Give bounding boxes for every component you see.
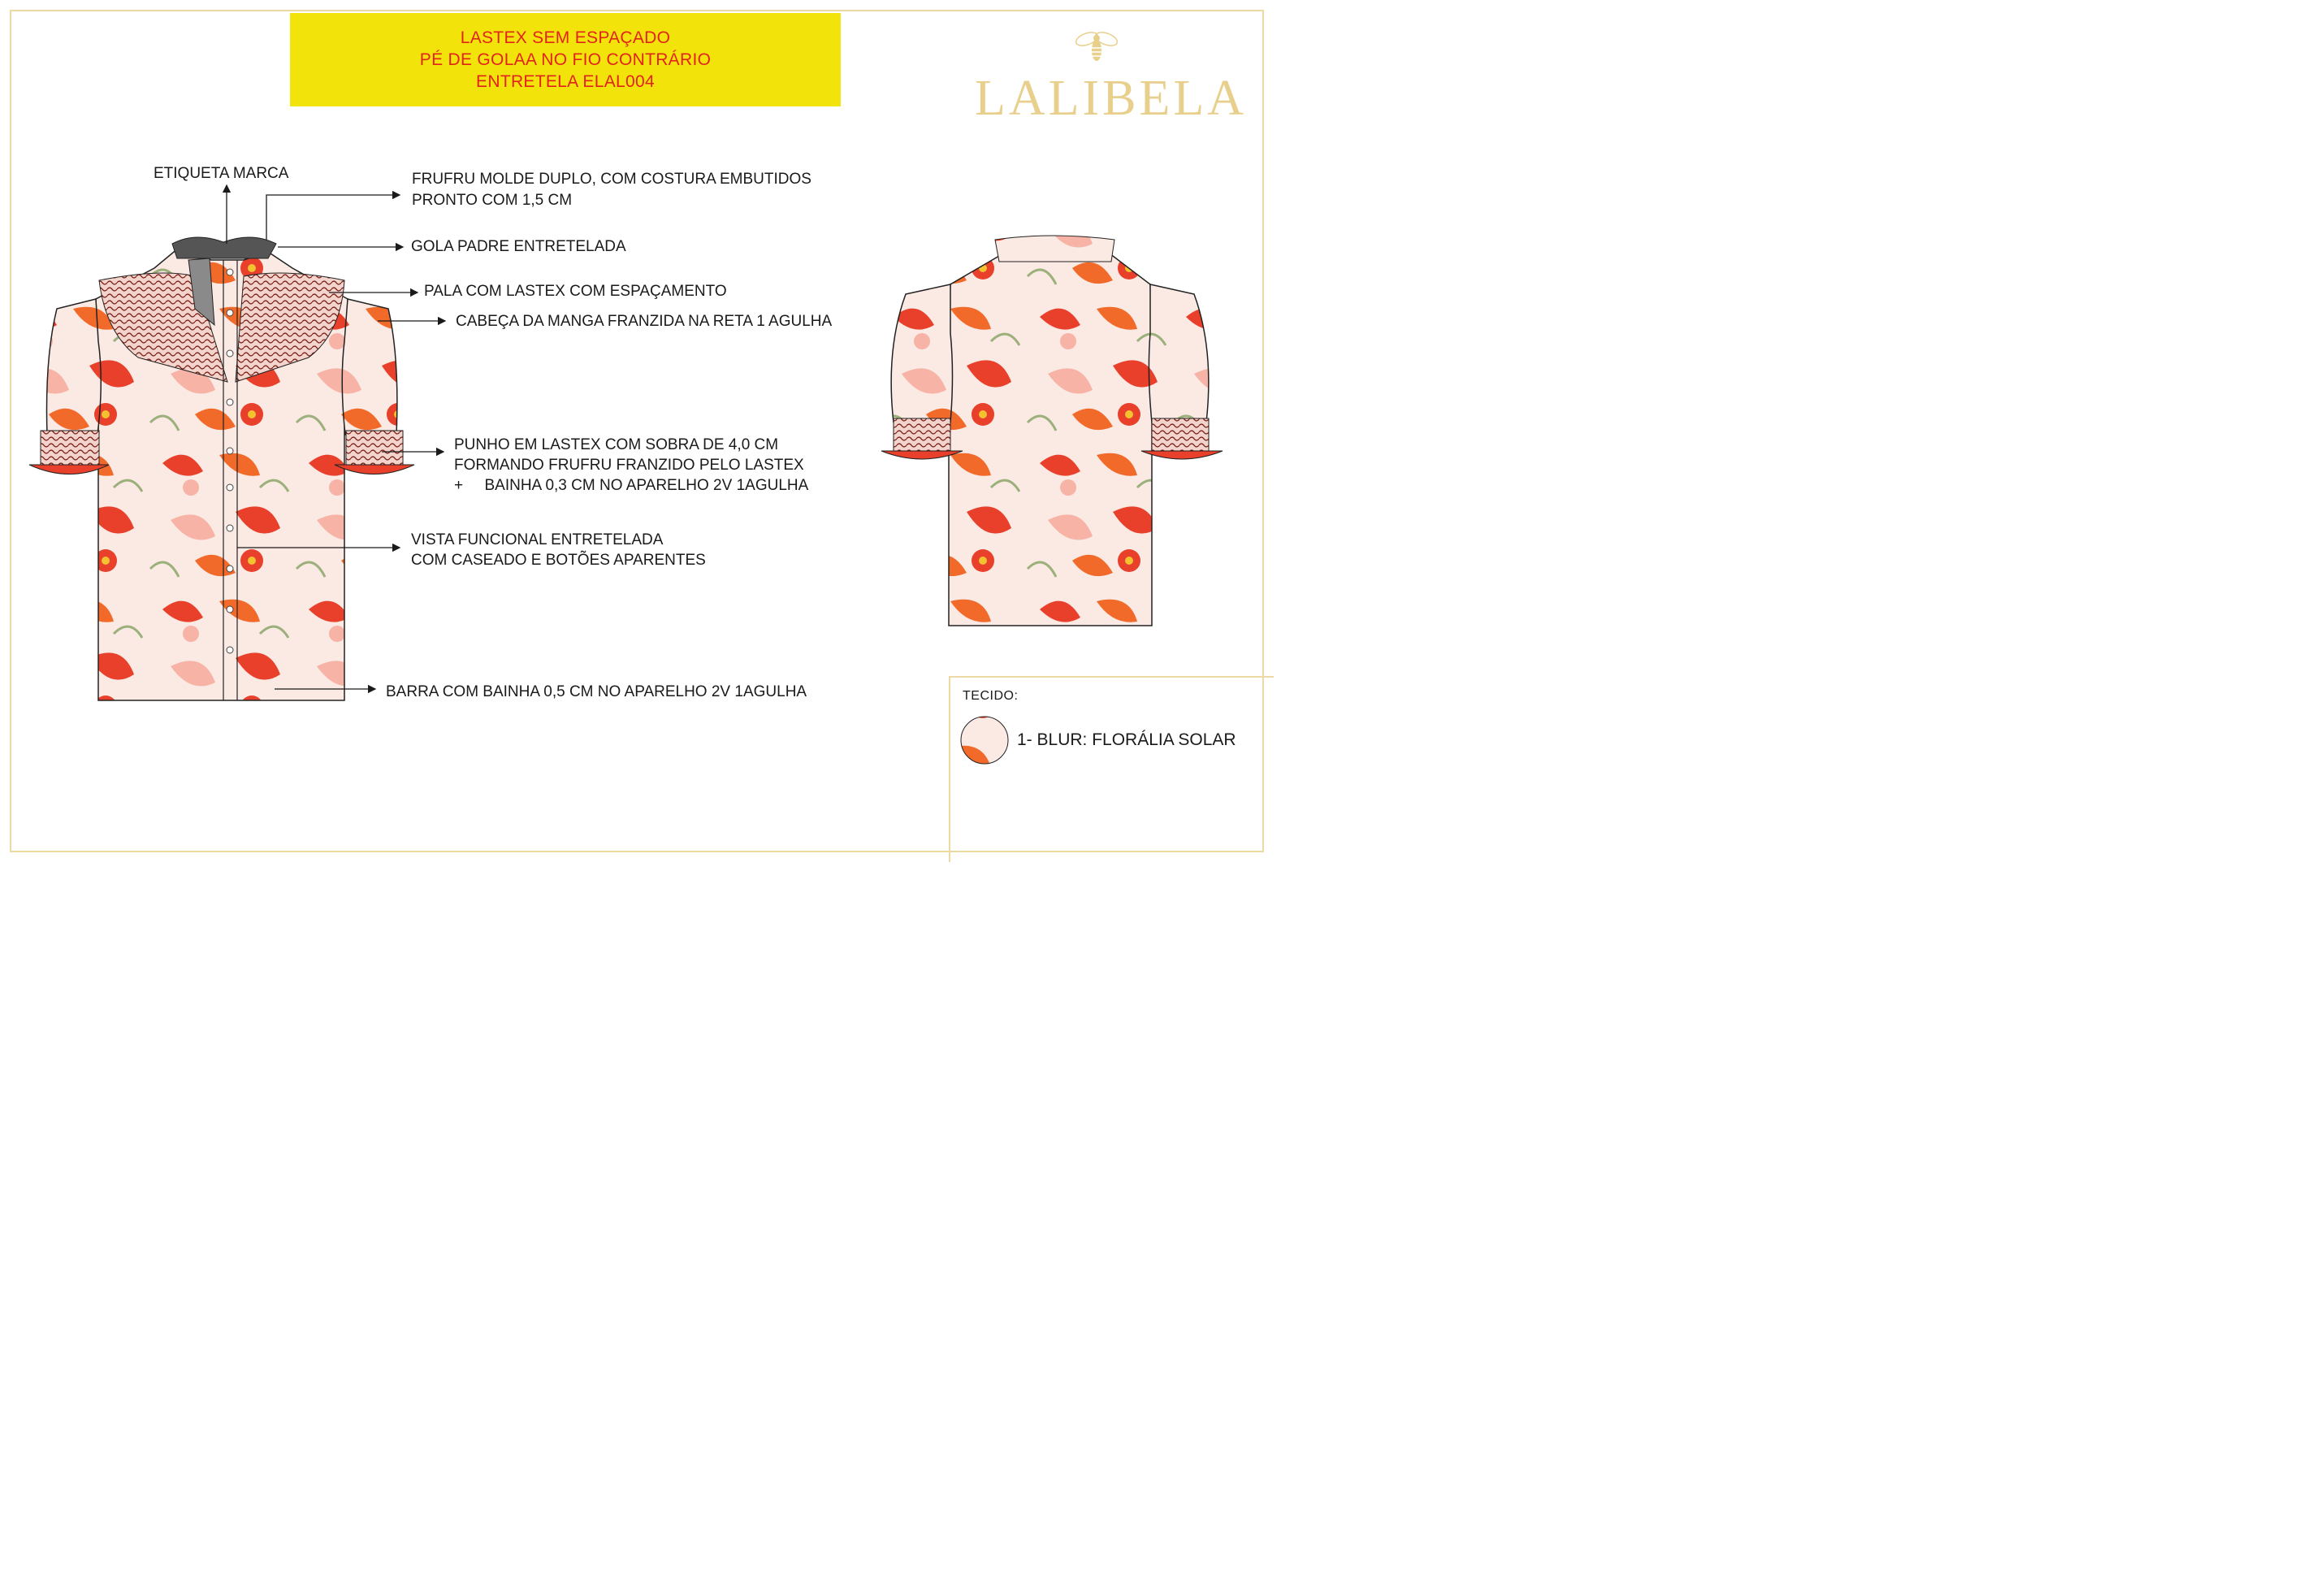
label-punho-2: FORMANDO FRUFRU FRANZIDO PELO LASTEX [454, 457, 804, 474]
fabric-title: TECIDO: [963, 689, 1019, 703]
banner-line-1: LASTEX SEM ESPAÇADO [460, 28, 671, 47]
label-punho-1: PUNHO EM LASTEX COM SOBRA DE 4,0 CM [454, 436, 779, 453]
label-barra: BARRA COM BAINHA 0,5 CM NO APARELHO 2V 1AGULHA [386, 683, 807, 700]
fabric-item: 1- BLUR: FLORÁLIA SOLAR [1017, 730, 1236, 749]
label-etiqueta: ETIQUETA MARCA [154, 165, 289, 182]
label-vista-1: VISTA FUNCIONAL ENTRETELADA [411, 531, 664, 548]
label-cabeca: CABEÇA DA MANGA FRANZIDA NA RETA 1 AGULHA [456, 313, 833, 330]
label-frufru-2: PRONTO COM 1,5 CM [412, 192, 573, 209]
label-punho-3: + BAINHA 0,3 CM NO APARELHO 2V 1AGULHA [454, 477, 809, 494]
shirt-front-view [29, 237, 414, 700]
banner-line-3: ENTRETELA ELAL004 [476, 72, 655, 91]
label-vista-2: COM CASEADO E BOTÕES APARENTES [411, 552, 706, 569]
label-pala: PALA COM LASTEX COM ESPAÇAMENTO [424, 283, 727, 300]
label-gola: GOLA PADRE ENTRETELADA [411, 238, 626, 255]
shirt-back-view [881, 236, 1223, 626]
label-frufru-1: FRUFRU MOLDE DUPLO, COM COSTURA EMBUTIDOS [412, 171, 811, 188]
banner-line-2: PÉ DE GOLAA NO FIO CONTRÁRIO [419, 50, 712, 69]
brand-name: LALIBELA [975, 71, 1248, 126]
fabric-panel [949, 676, 1274, 862]
